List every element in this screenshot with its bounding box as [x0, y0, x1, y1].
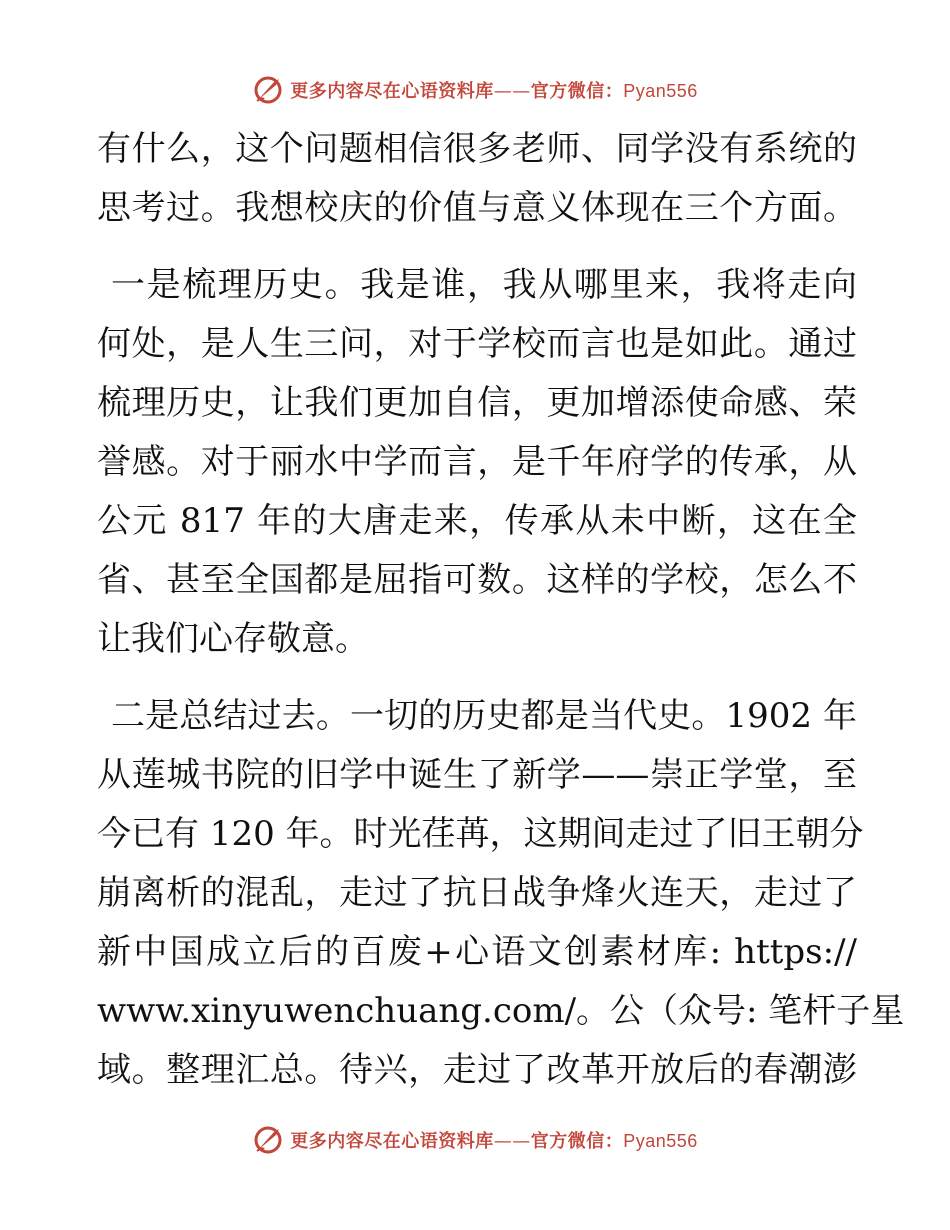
footer-banner-promo: 更多内容尽在心语资料库: [290, 1131, 494, 1152]
header-banner-text: [290, 77, 698, 103]
brush-logo-icon: [252, 73, 286, 107]
text-line: www.xinyuwenchuang.com/。公（众号: 笔杆子星: [97, 991, 905, 1031]
text-line: 省、甚至全国都是屈指可数。这样的学校，怎么不: [97, 560, 857, 600]
text-line: 誉感。对于丽水中学而言，是千年府学的传承，从: [97, 442, 857, 482]
header-banner-dash: ——: [493, 81, 531, 102]
paragraph-1: [97, 120, 857, 238]
paragraph-2: [97, 256, 857, 669]
header-banner-wechat-id: Pyan556: [623, 81, 698, 101]
paragraph-3: [97, 687, 905, 1100]
text-line: 思考过。我想校庆的价值与意义体现在三个方面。: [97, 188, 857, 228]
header-banner-promo: 更多内容尽在心语资料库: [290, 81, 494, 102]
text-line: 公元 817 年的大唐走来，传承从未中断，这在全: [97, 501, 857, 541]
text-line: 新中国成立后的百废+心语文创素材库: https://: [97, 932, 857, 972]
footer-banner-dash: ——: [493, 1131, 531, 1152]
footer-banner-wechat-label: 官方微信：: [530, 1131, 624, 1152]
header-watermark-banner: [0, 70, 950, 110]
text-line: 有什么，这个问题相信很多老师、同学没有系统的: [97, 129, 857, 169]
text-line: 梳理历史，让我们更加自信，更加增添使命感、荣: [97, 383, 857, 423]
text-line: 崩离析的混乱，走过了抗日战争烽火连天，走过了: [97, 873, 857, 913]
header-banner-wechat-label: 官方微信：: [530, 81, 624, 102]
text-line: 域。整理汇总。待兴，走过了改革开放后的春潮澎: [97, 1050, 857, 1090]
body-text: [97, 120, 905, 1100]
brush-logo-icon: [252, 1123, 286, 1157]
footer-banner-text: [290, 1127, 698, 1153]
footer-banner-wechat-id: Pyan556: [623, 1131, 698, 1151]
text-line: 让我们心存敬意。: [97, 619, 369, 659]
text-line: 今已有 120 年。时光荏苒，这期间走过了旧王朝分: [97, 814, 864, 854]
text-line: 何处，是人生三问，对于学校而言也是如此。通过: [97, 324, 857, 364]
footer-watermark-banner: [0, 1120, 950, 1160]
text-line: 从莲城书院的旧学中诞生了新学——崇正学堂，至: [97, 755, 857, 795]
text-line: 一是梳理历史。我是谁，我从哪里来，我将走向: [111, 265, 857, 305]
text-line: 二是总结过去。一切的历史都是当代史。1902 年: [111, 696, 857, 736]
